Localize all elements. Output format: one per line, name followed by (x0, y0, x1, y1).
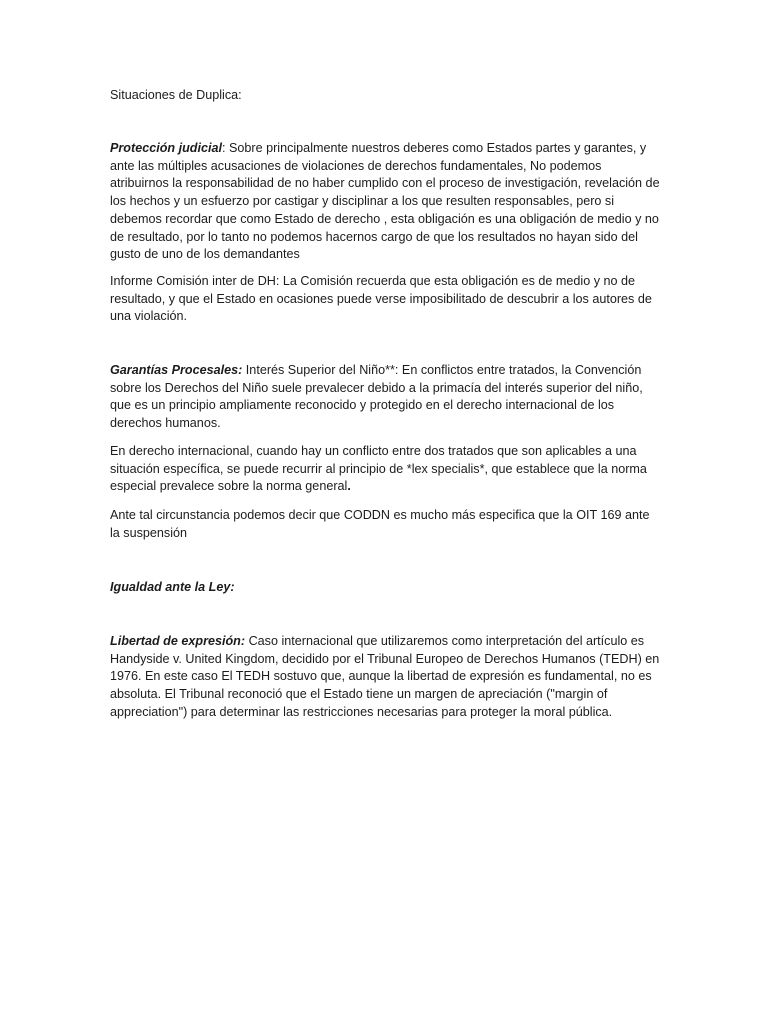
text-libertad-expresion: Caso internacional que utilizaremos como interpretación del artículo es Handyside v. United Kingdom, decidido por el Tribunal Europeo de Derechos Humanos (TEDH) en 1976. En este caso El TEDH sostuvo que, aunque la libertad de expresión es fundamental, no es absoluta. El Tribunal reconoció que el Estado tiene un margen de apreciación ("margin of appreciation") para determinar las restricciones necesarias para proteger la moral pública. (110, 634, 660, 719)
heading-igualdad-text: Igualdad ante la Ley: (110, 580, 235, 594)
paragraph-garantias-procesales (110, 362, 660, 433)
paragraph-proteccion-judicial (110, 140, 660, 264)
text-garantias-procesales: Interés Superior del Niño**: En conflictos entre tratados, la Convención sobre los Derechos del Niño suele prevalecer debido a la primacía del interés superior del niño, que es un principio ampliamente reconocido y protegido en el derecho internacional de los derechos humanos. (110, 363, 643, 431)
text-lex-specialis: En derecho internacional, cuando hay un conflicto entre dos tratados que son aplicables a una situación específica, se puede recurrir al principio de *lex specialis*, que establece que la norma especial prevalece sobre la norma general (110, 444, 647, 494)
document-title: Situaciones de Duplica: (110, 88, 242, 102)
text-proteccion-judicial: : Sobre principalmente nuestros deberes como Estados partes y garantes, y ante las múltiples acusaciones de violaciones de derechos fundamentales, No podemos atribuirnos la responsabilidad de no haber cumplido con el proceso de investigación, revelación de los hechos y un esfuerzo por castigar y disciplinar a los que resulten responsables, pero si debemos recordar que como Estado de derecho , esta obligación es una obligación de medio y no de resultado, por lo tanto no podemos hacernos cargo de que los resultados no hayan sido del gusto de uno de los demandantes (110, 141, 660, 262)
heading-proteccion-judicial: Protección judicial (110, 141, 222, 155)
heading-garantias-procesales: Garantías Procesales: (110, 363, 243, 377)
paragraph-informe-comision: Informe Comisión inter de DH: La Comisión recuerda que esta obligación es de medio y no de resultado, y que el Estado en ocasiones puede verse imposibilitado de descubrir a los autores de una violación. (110, 274, 652, 324)
lex-specialis-period: . (347, 479, 351, 494)
heading-igualdad-ante-la-ley (110, 579, 660, 597)
paragraph-coddn: Ante tal circunstancia podemos decir que CODDN es mucho más especifica que la OIT 169 ante la suspensión (110, 508, 650, 540)
paragraph-libertad-expresion (110, 633, 660, 722)
heading-libertad-expresion: Libertad de expresión: (110, 634, 246, 648)
paragraph-lex-specialis (110, 443, 660, 496)
